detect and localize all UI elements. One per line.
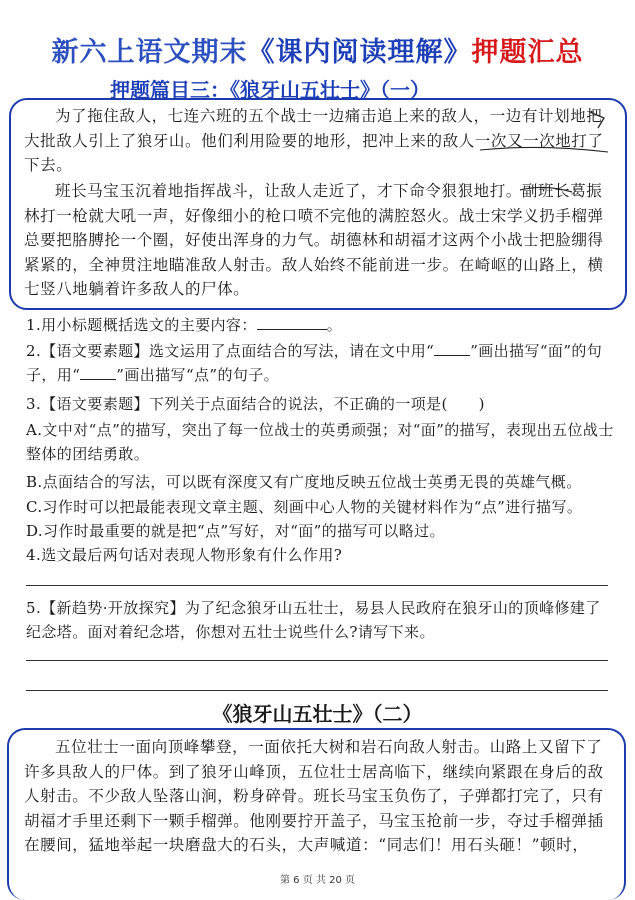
passage1-paragraph2: 班长马宝玉沉着地指挥战斗，让敌人走近了，才下命令狠狠地打。副班长葛振林打一枪就大吼一声，好像细小的枪口喷不完他的满腔怒火。战士宋学义扔手榴弹总要把胳膊抡一个圈，好使出浑身的力气。胡德林和胡福才这两个小战士把脸绷得紧紧的，全神贯注地瞄准敌人射击。敌人始终不能前进一步。在崎岖的山路上，横七竖八地躺着许多敌人的尸体。 (24, 182, 604, 298)
hand-mark-2 (480, 147, 608, 152)
underline-sample (80, 365, 116, 380)
answer-line[interactable] (26, 585, 608, 586)
option-a[interactable]: A.文中对“点”的描写，突出了每一位战士的英勇顽强；对“面”的描写，表现出五位战士整体的团结勇敢。 (26, 421, 614, 463)
page-number: 第 6 页 共 20 页 (280, 875, 355, 886)
passage1-paragraph1: 为了拖住敌人，七连六班的五个战士一边痛击追上来的敌人，一边有计划地把大批敌人引上了狼牙山。他们利用险要的地形，把冲上来的敌人一次又一次地打了下去。 (24, 107, 604, 174)
option-c[interactable]: C.习作时可以把最能表现文章主题、刻画中心人物的关键材料作为“点”进行描写。 (26, 498, 583, 516)
section1-subtitle: 押题篇目三：《狼牙山五壮士》（一） (110, 78, 430, 102)
section2-title: 《狼牙山五壮士》（二） (212, 702, 423, 726)
question-1-text: 1.用小标题概括选文的主要内容： (26, 316, 257, 334)
question-5: 5.【新趋势·开放探究】为了纪念狼牙山五壮士，易县人民政府在狼牙山的顶峰修建了纪念塔。面对着纪念塔，你想对五壮士说些什么?请写下来。 (26, 599, 601, 641)
title-part-topic: 《课内阅读理解》 (247, 37, 472, 68)
question-3: 3.【语文要素题】下列关于点面结合的说法，不正确的一项是( ) (26, 395, 485, 413)
question-1-end: 。 (326, 316, 343, 334)
hand-mark-1 (590, 112, 604, 128)
question-2-part2: ”画出描写“面”的句子，用“ (26, 342, 603, 384)
question-4: 4.选文最后两句话对表现人物形象有什么作用? (26, 546, 343, 564)
passage2-paragraph: 五位壮士一面向顶峰攀登，一面依托大树和岩石向敌人射击。山路上又留下了许多具敌人的尸体。到了狼牙山峰顶，五位壮士居高临下，继续向紧跟在身后的敌人射击。不少敌人坠落山涧，粉身碎骨。班长马宝玉负伤了，子弹都打完了，只有胡福才手里还剩下一颗手榴弹。他刚要拧开盖子，马宝玉抢前一步，夺过手榴弹插在腰间，猛地举起一块磨盘大的石头，大声喊道：“同志们！用石头砸！”顿时， (24, 738, 604, 854)
handwritten-marks (0, 0, 635, 320)
title-part-summary: 押题汇总 (471, 37, 584, 68)
option-b[interactable]: B.点面结合的写法，可以既有深度又有广度地反映五位战士英勇无畏的英雄气概。 (26, 473, 582, 491)
question-2-part1: 2.【语文要素题】选文运用了点面结合的写法，请在文中用“ (26, 342, 435, 360)
hand-mark-3 (520, 187, 572, 192)
answer-line[interactable] (26, 690, 608, 691)
answer-line[interactable] (26, 660, 608, 661)
question-2 (26, 339, 616, 387)
option-d[interactable]: D.习作时最重要的就是把“点”写好，对“面”的描写可以略过。 (26, 522, 445, 540)
answer-blank[interactable] (257, 315, 327, 330)
underline-sample (434, 341, 470, 356)
question-2-part3: ”画出描写“点”的句子。 (116, 366, 280, 384)
title-part-grade: 新六上语文期末 (51, 37, 248, 68)
question-1 (26, 313, 616, 337)
